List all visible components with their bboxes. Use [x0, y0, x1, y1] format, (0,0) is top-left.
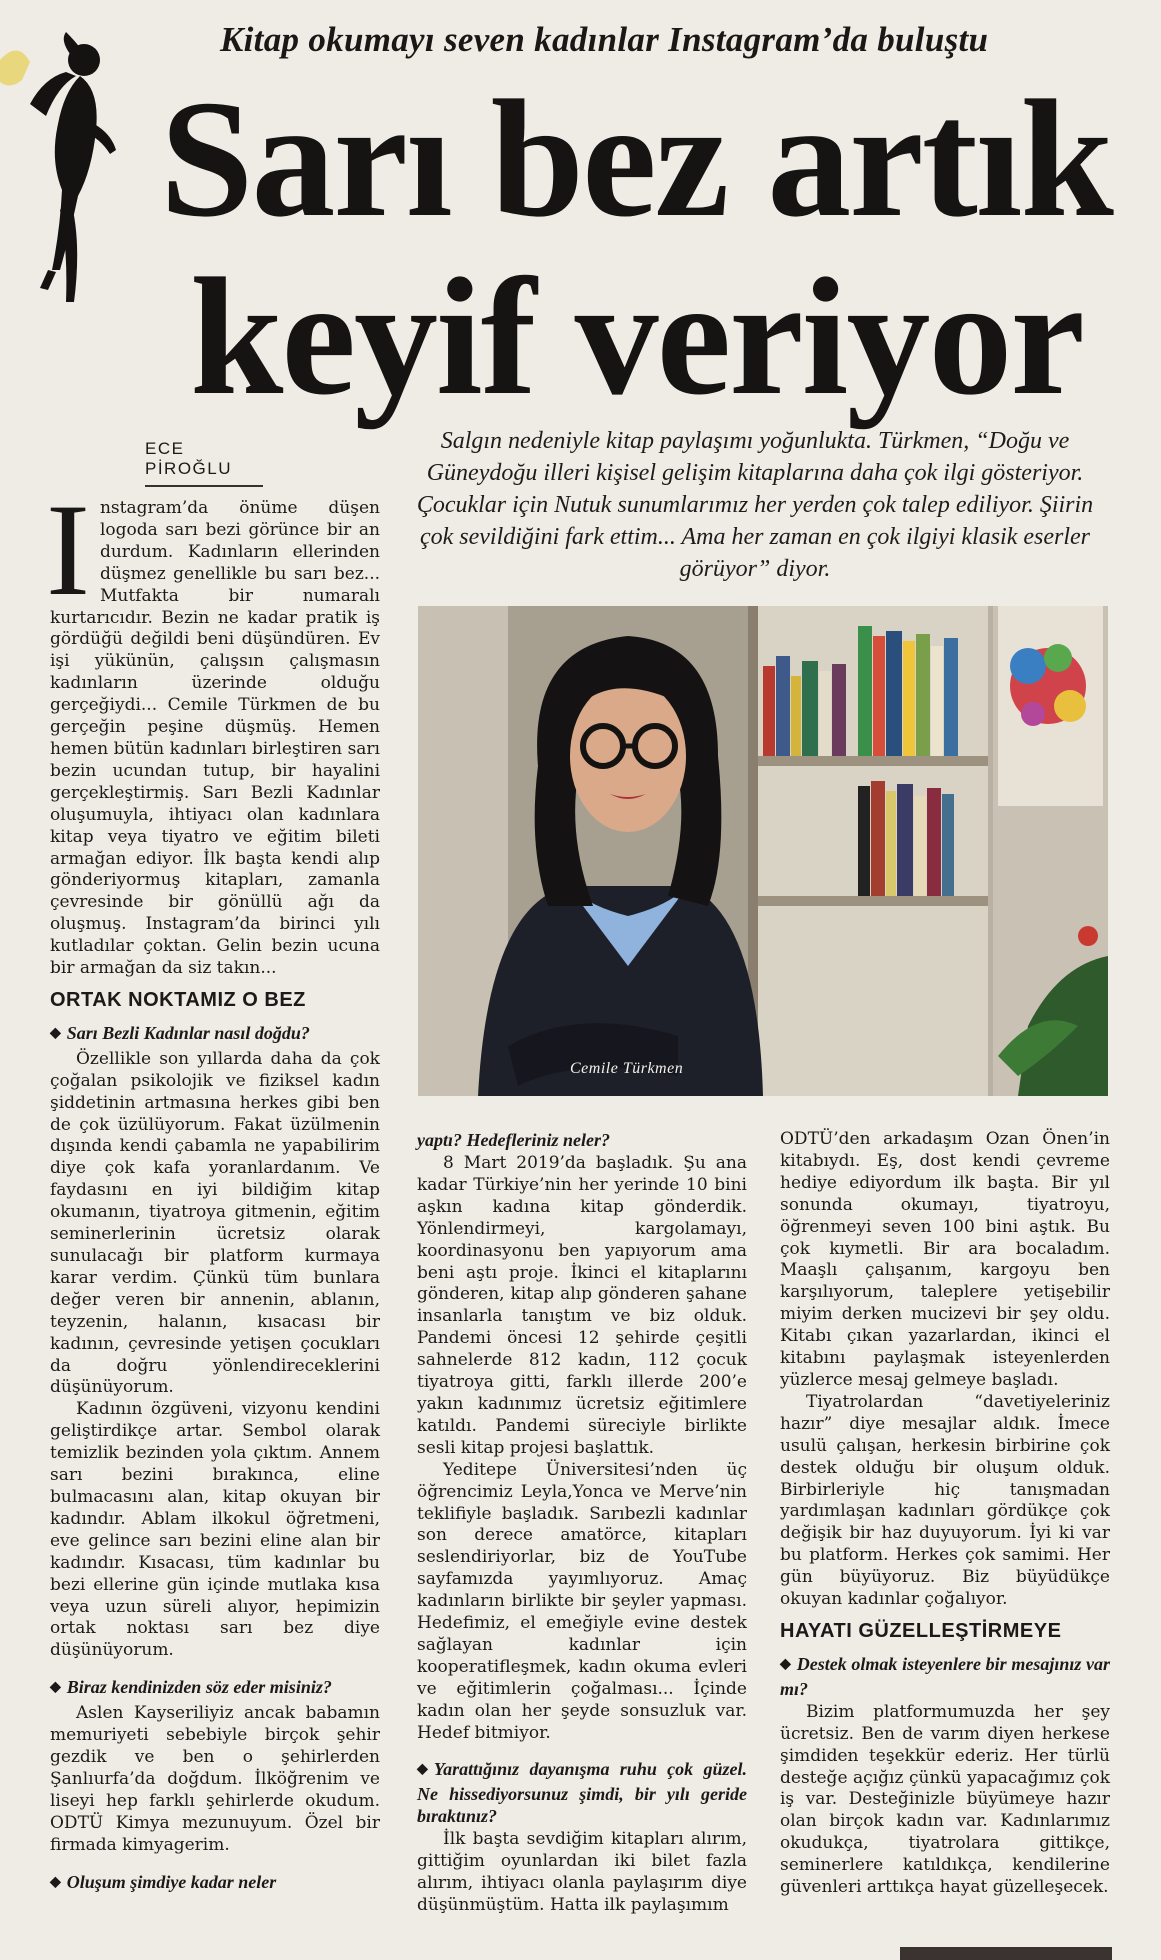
answer-4-paragraph-2: Tiyatrolardan “davetiyeleriniz hazır” diye mesajlar aldık. İmece usulü çalışan, herkesin birbirine çok destek olduğu bir oluşum olduk. Birbirleriyle hiç tanışmadan yardımlaşan kadınları gördükçe çok değişik bir haz duyuyorum. İyi ki var bu platform. Herkes çok samimi. Her gün büyüyoruz. Biz büyüdükçe okuyan kadınlar çoğalıyor. — [780, 1391, 1110, 1610]
byline: ECE PİROĞLU — [145, 439, 263, 487]
diamond-bullet-icon: ◆ — [50, 1874, 61, 1890]
photo-caption: Cemile Türkmen — [570, 1060, 684, 1077]
intro-paragraph: nstagram’da önüme düşen logoda sarı bezi görünce bir an durdum. Kadınların ellerinden düşmez genellikle bu sarı bez... Mutfakta bir numaralı kurtarıcıdır. Bezin ne kadar pratik iş gördüğü değildi beni düşündüren. Ev işi yükünün, çalışsın çalışmasın kadınların üzerinde olduğu gerçeğiydi... Cemile Türkmen de bu gerçeğin peşine düşmüş. Hemen hemen bütün kadınları birleştiren sarı bezin ucundan tutup, bir hayalini gerçekleştirmiş. Sarı Bezli Kadınlar oluşumuyla, ihtiyacı olan kadınlara kitap veya tiyatro ve eğitim bileti armağan ediyor. İlk başta kendi alıp gönderiyormuş kitapları, zamanla çevresinde bir gönüllü ağı da oluşmuş. Instagram’da birinci yılı kutladılar çoktan. Gelin bezin ucuna bir armağan da siz takın... — [50, 498, 380, 979]
question-3: ◆ Oluşum şimdiye kadar neler — [50, 1871, 277, 1892]
answer-3-paragraph-2: Yeditepe Üniversitesi’nden üç öğrencimiz Leyla,Yonca ve Merve’nin teklifiyle başladık. Sarıbezli kadınlar son derece amatörce, kitapları seslendiriyorlar, biz de YouTube sayfamızda yayımlıyoruz. Amaç kadınların birlikte bir şeyler yapması. Hedefimiz, el emeğiyle evine destek sağlayan kadınlar için kooperatifleşmek, kadın okuma evleri ve eğitimlerin çoğalması... İçinde kadın olan her şeyde sonsuzluk var. Hedef bitmiyor. — [417, 1459, 747, 1743]
dropcap: I — [46, 476, 90, 623]
article-column-2 — [417, 1129, 747, 1917]
question-1: ◆ Sarı Bezli Kadınlar nasıl doğdu? — [50, 1022, 310, 1043]
subhead-ortak-noktamiz: ORTAK NOKTAMIZ O BEZ — [50, 988, 306, 1011]
question-3-continued: yaptı? Hedefleriniz neler? — [417, 1130, 610, 1150]
answer-2: Aslen Kayseriliyiz ancak babamın memuriyeti sebebiyle birçok şehir gezdik ve ben o şehirlerden Şanlıurfa’da doğdum. İlköğrenim ve liseyi hep farklı şehirlerde okudum. ODTÜ Kimya mezunuyum. Özel bir firmada kimyagerim. — [50, 1703, 380, 1855]
flower-painting — [998, 606, 1103, 806]
article-column-1 — [46, 476, 380, 1898]
question-2: ◆ Biraz kendinizden söz eder misiniz? — [50, 1677, 332, 1698]
answer-1-paragraph-1: Özellikle son yıllarda daha da çok çoğalan psikolojik ve fiziksel kadın şiddetinin artmasına herkes gibi ben de çok üzülüyorum. Fakat üzülmenin dışında kendi çabamla ne yapabilirim diye çok kafa yoranlardanım. Ve faydasını en iyi bildiğim kitap okumanın, tiyatroya gitmenin, eğitim seminerlerinin ücretsiz olarak sunulacağı bir platform kurmaya karar verdim. Çünkü tüm bunlara değer veren bir annenin, ablanın, teyzenin, halanın, kısacası bir kadının, çevresinde yetişen çocukları da doğru yönlendireceklerini düşünüyorum. — [50, 1048, 380, 1398]
question-4: ◆ Yarattığınız dayanışma ruhu çok güzel. Ne hissediyorsunuz şimdi, bir yılı geride bıraktınız? — [417, 1759, 747, 1827]
article-column-3 — [780, 1129, 1110, 1899]
answer-5: Bizim platformumuzda her şey ücretsiz. Ben de varım diyen herkese şimdiden teşekkür ederiz. Her türlü desteğe açığız çünkü yapacağımız çok iş var. Desteğinizle büyümeye hazır olan birçok kadın var. Kadınlarımız okudukça, tiyatrolara gittikçe, seminerlere katıldıkça, kendilerine güvenleri arttıkça hayat güzelleşecek. — [780, 1701, 1110, 1898]
diamond-bullet-icon: ◆ — [780, 1656, 791, 1672]
answer-3-paragraph-1: 8 Mart 2019’da başladık. Şu ana kadar Türkiye’nin her yerinde 10 bini aşkın kadına kitap gönderdik. Yönlendirmeyi, kargolamayı, koordinasyonu ben yapıyorum ama beni aştı proje. İkinci el kitaplarını gönderen, kitap alıp gönderen şahane insanlarla tanıştım ve biz olduk. Pandemi öncesi 12 şehirde çeşitli sahnelerde 812 kadın, 112 çocuk tiyatroya gitti, farklı illerde 200’e yakın kadınımız ücretsiz eğitimlere katıldı. Pandemi süreciyle birlikte sesli kitap projesi başlattık. — [417, 1153, 747, 1458]
lead-quote: Salgın nedeniyle kitap paylaşımı yoğunlukta. Türkmen, “Doğu ve Güneydoğu illeri kişisel gelişim kitaplarına daha çok ilgi gösteriyor. Çocuklar için Nutuk sunumlarımız her yerden çok talep ediliyor. Şiirin çok sevildiğini fark ettim... Ama her zaman en çok ilgiyi klasik eserler görüyor” diyor. — [416, 428, 1094, 582]
headline-line-2: keyif veriyor — [190, 244, 1083, 430]
answer-4: İlk başta sevdiğim kitapları alırım, gittiğim oyunlardan iki bilet fazla alırım, ihtiyacı olanla paylaşırım diye düşünmüştüm. Hatta ilk paylaşımım — [417, 1829, 747, 1916]
diamond-bullet-icon: ◆ — [417, 1762, 428, 1778]
portrait-photo — [418, 606, 1108, 1096]
question-5: ◆ Destek olmak isteyenlere bir mesajınız var mı? — [780, 1653, 1110, 1699]
answer-1-paragraph-2: Kadının özgüveni, vizyonu kendini geliştirdikçe artar. Sembol olarak temizlik bezinden yola çıktım. Annem sarı bezini bırakınca, eline bulmacasını alan, kitap okuyan bir kadındır. Ablam ilkokul öğretmeni, eve gelince sarı bezini eline alan bir kadındır. Kısacası, tüm kadınlar bu bezi ellerine gün içinde mutlaka kısa veya uzun süreli alıyor, hepimizin ortak noktası sarı bez diye düşünüyorum. — [50, 1399, 380, 1661]
subhead-hayati-guzellestirmeye: HAYATI GÜZELLEŞTİRMEYE — [780, 1619, 1062, 1642]
article-headline — [160, 66, 1160, 430]
woman-silhouette-icon — [0, 20, 130, 310]
article-kicker: Kitap okumayı seven kadınlar Instagram’da buluştu — [220, 20, 989, 59]
answer-4-continued: ODTÜ’den arkadaşım Ozan Önen’in kitabıydı. Eş, dost kendi çevreme hediye ediyordum ilk başta. Bir yıl sonunda okumayı, tiyatroyu, öğrenmeyi seven 100 bini aştık. Bu çok kıymetli. Bir ara bocaladım. Maaşlı çalışanım, kargoyu ben karşılıyorum, taleplere yetişebilir miyim derken mucizevi bir şey oldu. Kitabı çıkan yazarlardan, ikinci el kitabını paylaşmak isteyenlerden yüzlerce mesaj gelmeye başladı. — [780, 1129, 1110, 1390]
diamond-bullet-icon: ◆ — [50, 1025, 61, 1041]
page-corner-bar — [900, 1947, 1112, 1960]
diamond-bullet-icon: ◆ — [50, 1680, 61, 1696]
headline-line-1: Sarı bez artık — [160, 66, 1112, 252]
